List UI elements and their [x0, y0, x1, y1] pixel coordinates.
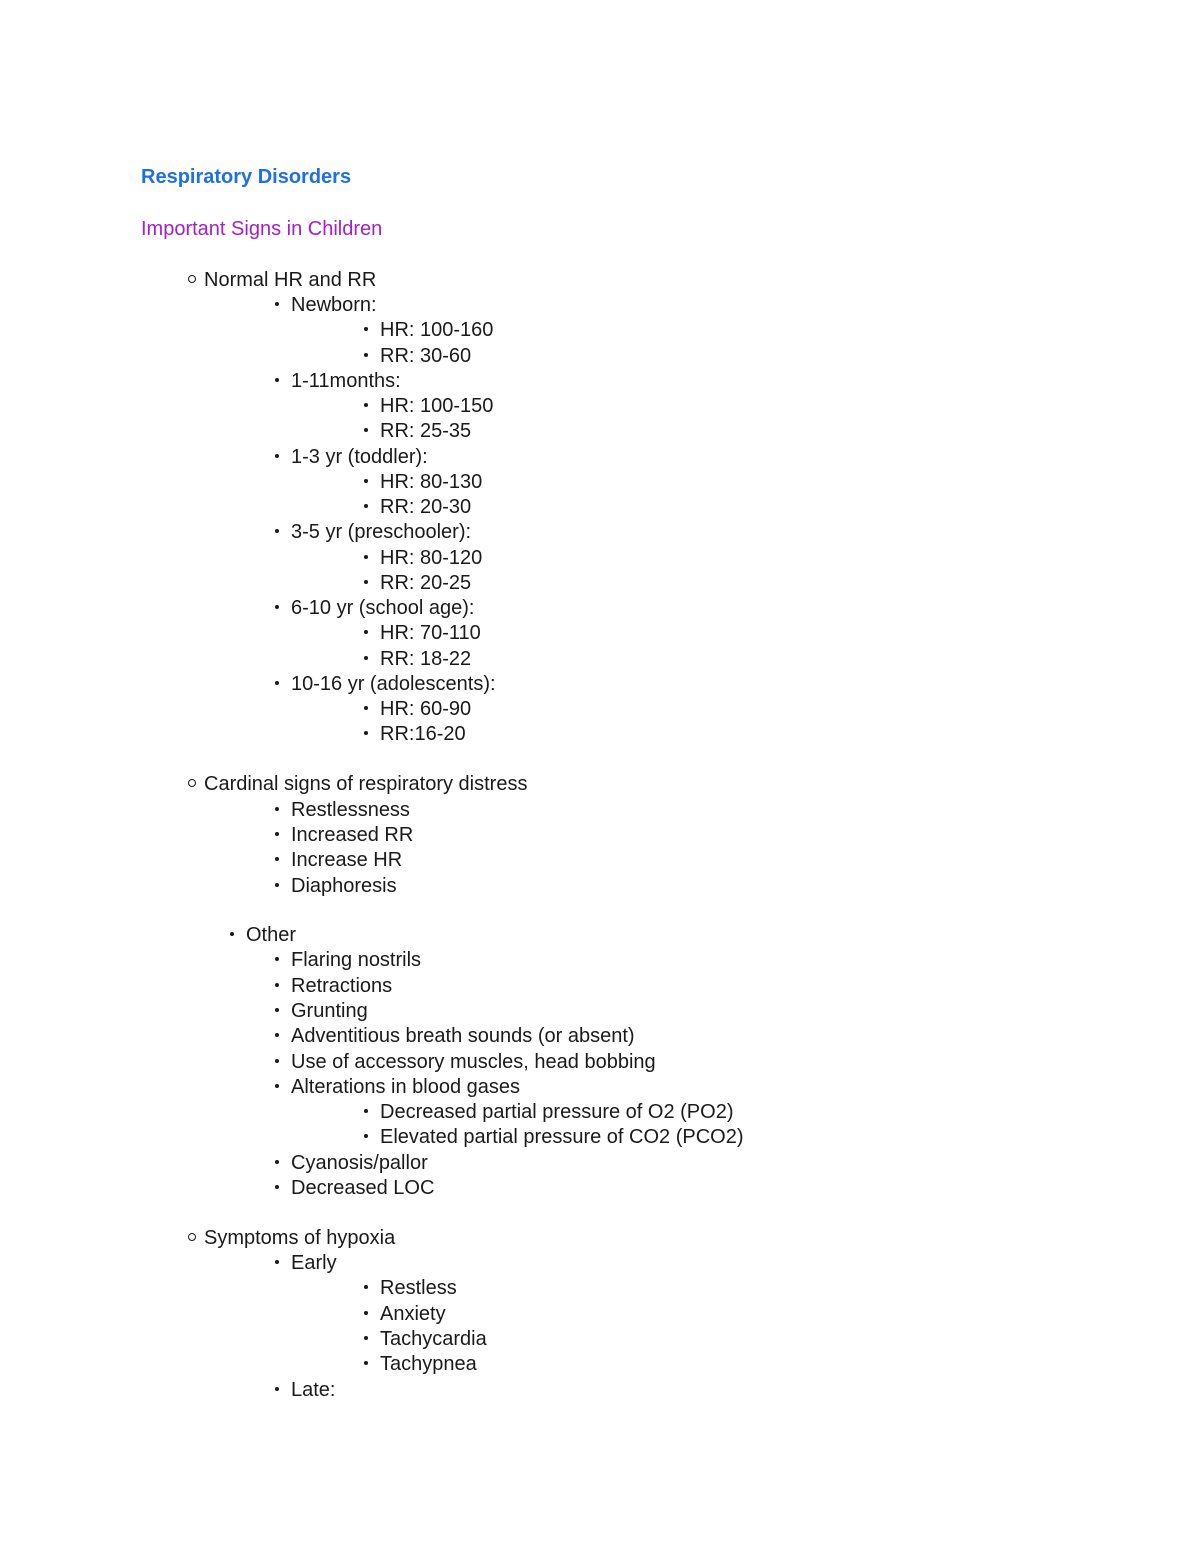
bullet-icon	[275, 1059, 279, 1063]
bullet-icon	[275, 883, 279, 887]
bullet-icon	[275, 1033, 279, 1037]
list-item-rr: RR: 18-22	[362, 647, 471, 672]
list-item-early: Early	[273, 1251, 337, 1276]
list-item-hr: HR: 100-150	[362, 394, 493, 419]
list-item-normal-vitals: Normal HR and RR	[188, 268, 376, 293]
list-item-sign: Restlessness	[273, 798, 410, 823]
list-item-sign: Cyanosis/pallor	[273, 1151, 428, 1176]
list-item-blood-gas: Elevated partial pressure of CO2 (PCO2)	[362, 1125, 744, 1150]
bullet-icon	[364, 428, 368, 432]
list-item-sign: Adventitious breath sounds (or absent)	[273, 1024, 635, 1049]
bullet-icon	[275, 1387, 279, 1391]
bullet-icon	[275, 832, 279, 836]
list-item-age-group: Newborn:	[273, 293, 377, 318]
bullet-icon	[275, 302, 279, 306]
circle-bullet-icon	[188, 1233, 196, 1241]
list-item-age-group: 1-11months:	[273, 369, 401, 394]
list-item-sign: Increase HR	[273, 848, 402, 873]
bullet-icon	[364, 1361, 368, 1365]
list-item-hr: HR: 70-110	[362, 621, 481, 646]
list-item-symptom: Tachypnea	[362, 1352, 477, 1377]
list-item-hr: HR: 60-90	[362, 697, 471, 722]
bullet-icon	[364, 1285, 368, 1289]
circle-bullet-icon	[188, 779, 196, 787]
bullet-icon	[364, 327, 368, 331]
bullet-icon	[364, 1109, 368, 1113]
list-item-sign: Retractions	[273, 974, 392, 999]
list-item-hr: HR: 80-130	[362, 470, 482, 495]
bullet-icon	[275, 857, 279, 861]
list-item-late: Late:	[273, 1378, 335, 1403]
list-item-hr: HR: 80-120	[362, 546, 482, 571]
bullet-icon	[364, 1336, 368, 1340]
list-item-symptom: Tachycardia	[362, 1327, 487, 1352]
list-item-rr: RR: 20-30	[362, 495, 471, 520]
list-item-sign: Alterations in blood gases	[273, 1075, 520, 1100]
list-item-rr: RR: 25-35	[362, 419, 471, 444]
list-item-age-group: 6-10 yr (school age):	[273, 596, 474, 621]
bullet-icon	[275, 1185, 279, 1189]
list-item-rr: RR:16-20	[362, 722, 466, 747]
bullet-icon	[275, 454, 279, 458]
bullet-icon	[275, 807, 279, 811]
list-item-sign: Increased RR	[273, 823, 413, 848]
list-item-cardinal-signs: Cardinal signs of respiratory distress	[188, 772, 527, 797]
list-item-age-group: 1-3 yr (toddler):	[273, 445, 428, 470]
bullet-icon	[275, 681, 279, 685]
list-item-hypoxia: Symptoms of hypoxia	[188, 1226, 395, 1251]
bullet-icon	[364, 353, 368, 357]
list-item-sign: Decreased LOC	[273, 1176, 434, 1201]
bullet-icon	[364, 1134, 368, 1138]
bullet-icon	[275, 957, 279, 961]
bullet-icon	[275, 983, 279, 987]
document-subtitle: Important Signs in Children	[141, 218, 383, 240]
list-item-age-group: 3-5 yr (preschooler):	[273, 520, 471, 545]
document-title: Respiratory Disorders	[141, 166, 352, 188]
bullet-icon	[275, 378, 279, 382]
bullet-icon	[364, 479, 368, 483]
list-item-rr: RR: 30-60	[362, 344, 471, 369]
list-item-sign: Flaring nostrils	[273, 948, 421, 973]
bullet-icon	[364, 731, 368, 735]
bullet-icon	[364, 630, 368, 634]
bullet-icon	[230, 932, 234, 936]
list-item-rr: RR: 20-25	[362, 571, 471, 596]
list-item-other: Other	[228, 923, 296, 948]
bullet-icon	[364, 403, 368, 407]
bullet-icon	[275, 1260, 279, 1264]
list-item-sign: Grunting	[273, 999, 368, 1024]
bullet-icon	[364, 656, 368, 660]
bullet-icon	[364, 504, 368, 508]
circle-bullet-icon	[188, 275, 196, 283]
bullet-icon	[364, 580, 368, 584]
list-item-hr: HR: 100-160	[362, 318, 493, 343]
list-item-symptom: Anxiety	[362, 1302, 446, 1327]
list-item-age-group: 10-16 yr (adolescents):	[273, 672, 496, 697]
bullet-icon	[275, 529, 279, 533]
list-item-sign: Diaphoresis	[273, 874, 397, 899]
list-item-blood-gas: Decreased partial pressure of O2 (PO2)	[362, 1100, 734, 1125]
bullet-icon	[275, 605, 279, 609]
bullet-icon	[275, 1084, 279, 1088]
bullet-icon	[364, 1311, 368, 1315]
list-item-symptom: Restless	[362, 1276, 457, 1301]
bullet-icon	[364, 706, 368, 710]
list-item-sign: Use of accessory muscles, head bobbing	[273, 1050, 656, 1075]
bullet-icon	[364, 555, 368, 559]
bullet-icon	[275, 1160, 279, 1164]
bullet-icon	[275, 1008, 279, 1012]
